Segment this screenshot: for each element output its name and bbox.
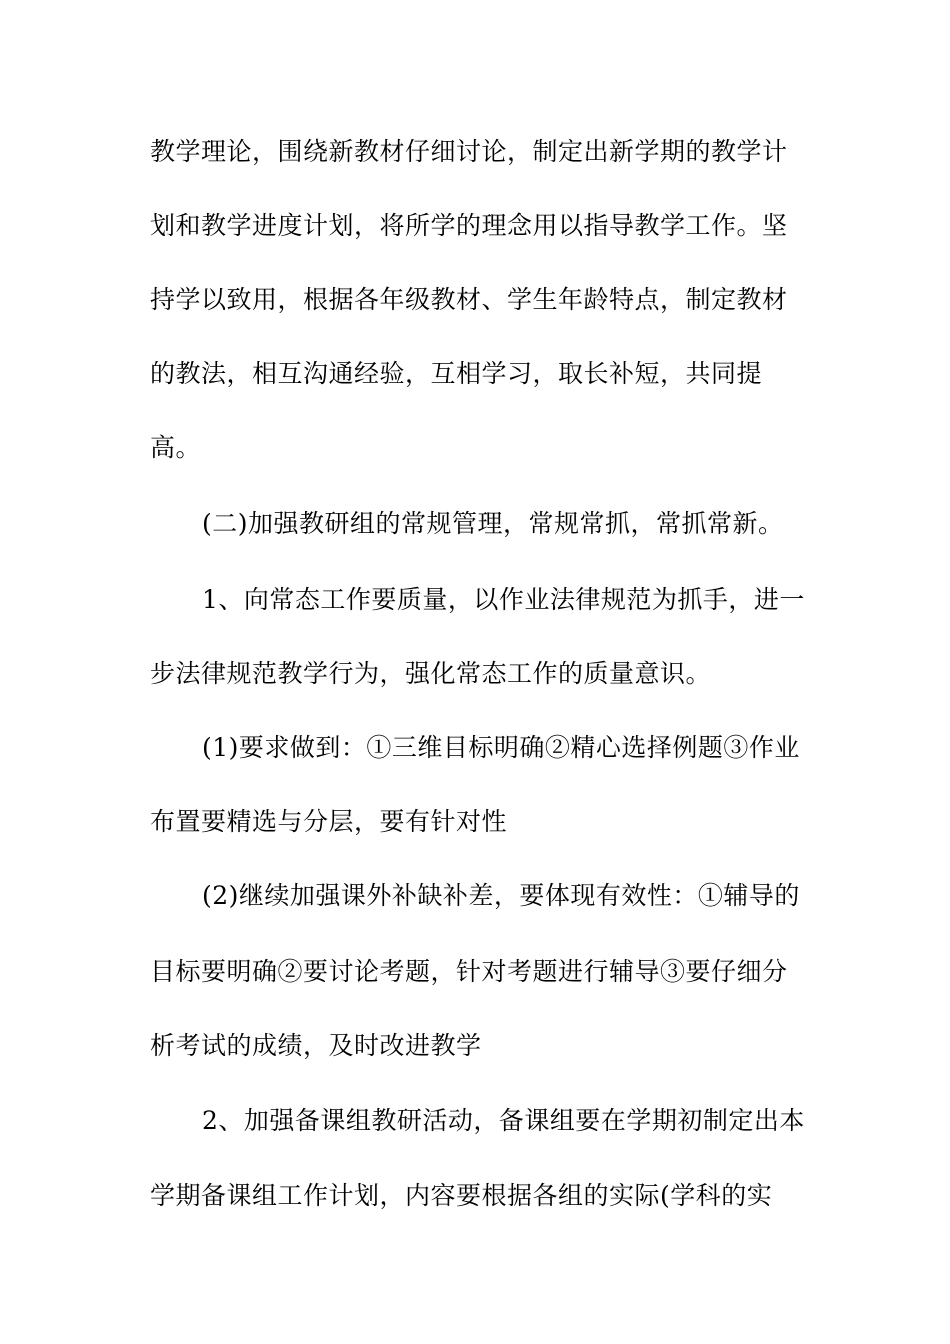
text-line-12: 目标要明确②要讨论考题，针对考题进行辅导③要仔细分 xyxy=(150,957,788,986)
text-line-11: (2)继续加强课外补缺补差，要体现有效性：①辅导的 xyxy=(202,881,800,910)
text-line-15: 学期备课组工作计划，内容要根据各组的实际(学科的实 xyxy=(150,1181,773,1210)
text-line-13: 析考试的成绩，及时改进教学 xyxy=(150,1031,482,1060)
text-line-3: 持学以致用，根据各年级教材、学生年龄特点，制定教材 xyxy=(150,285,788,314)
text-line-9: (1)要求做到：①三维目标明确②精心选择例题③作业 xyxy=(202,733,800,762)
text-line-8: 步法律规范教学行为，强化常态工作的质量意识。 xyxy=(150,659,712,688)
text-line-2: 划和教学进度计划，将所学的理念用以指导教学工作。坚 xyxy=(150,211,788,240)
text-line-5: 高。 xyxy=(150,433,202,462)
text-line-4: 的教法，相互沟通经验，互相学习，取长补短，共同提 xyxy=(150,359,763,388)
text-line-10: 布置要精选与分层，要有针对性 xyxy=(150,807,508,836)
text-line-14: 2、加强备课组教研活动，备课组要在学期初制定出本 xyxy=(202,1106,805,1135)
section-heading: (二)加强教研组的常规管理，常规常抓，常抓常新。 xyxy=(202,509,784,538)
text-line-1: 教学理论，围绕新教材仔细讨论，制定出新学期的教学计 xyxy=(150,137,788,166)
text-line-7: 1、向常态工作要质量，以作业法律规范为抓手，进一 xyxy=(202,585,805,614)
